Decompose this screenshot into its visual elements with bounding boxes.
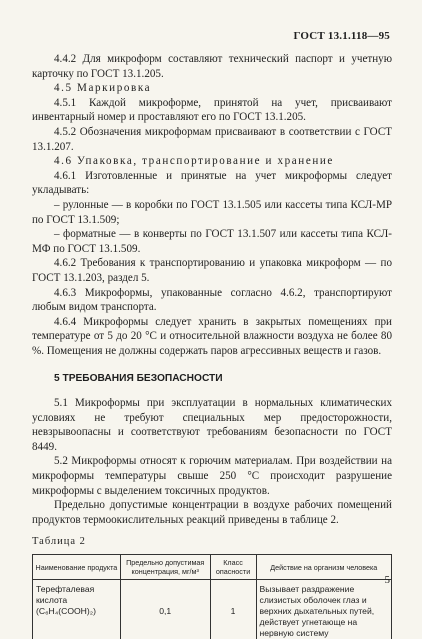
paragraph-mpc-intro: Предельно допустимые концентрации в воздухе рабочих помещений продуктов термоокислительных реакций приведены в таблице 2. (32, 498, 392, 527)
paragraph-4-6-1: 4.6.1 Изготовленные и принятые на учет микроформы следует укладывать: (32, 169, 392, 198)
page-number: 5 (385, 574, 391, 586)
paragraph-4-5-2: 4.5.2 Обозначения микроформам присваивают в соответствии с ГОСТ 13.1.207. (32, 125, 392, 154)
paragraph-4-6-3: 4.6.3 Микроформы, упакованные согласно 4.6.2, транспортируют любым видом транспорта. (32, 286, 392, 315)
list-item-rolled: – рулонные — в коробки по ГОСТ 13.1.505 или кассеты типа КСЛ-МР по ГОСТ 13.1.509; (32, 198, 392, 227)
cell-hazard-class: 1 (210, 580, 256, 639)
heading-4-5: 4.5 Маркировка (32, 81, 392, 96)
paragraph-4-5-1: 4.5.1 Каждой микроформе, принятой на учет, присваивают инвентарный номер и проставляют его по ГОСТ 13.1.205. (32, 96, 392, 125)
paragraph-4-6-2: 4.6.2 Требования к транспортированию и упаковка микроформ — по ГОСТ 13.1.203, раздел 5. (32, 256, 392, 285)
table-header-row (33, 555, 392, 580)
table-caption: Таблица 2 (32, 535, 392, 550)
header-product-name: Наименование продукта (33, 555, 121, 580)
table-2 (32, 554, 392, 639)
table-row (33, 580, 392, 639)
paragraph-4-6-4: 4.6.4 Микроформы следует хранить в закрытых помещениях при температуре от 5 до 20 °С и относительной влажности воздуха не более 80 %. Помещения не должны содержать паров агрессивных веществ и газов. (32, 315, 392, 359)
section-5-title: 5 ТРЕБОВАНИЯ БЕЗОПАСНОСТИ (32, 372, 392, 387)
paragraph-5-2: 5.2 Микроформы относят к горючим материалам. При воздействии на микроформы температуры свыше 250 °С происходит разрушение микроформы с выделением токсичных продуктов. (32, 454, 392, 498)
cell-effect: Вызывает раздражение слизистых оболочек глаз и верхних дыхательных путей, действует угнетающе на нервную систему (256, 580, 391, 639)
list-item-format: – форматные — в конверты по ГОСТ 13.1.507 или кассеты типа КСЛ-МФ по ГОСТ 13.1.509. (32, 227, 392, 256)
paragraph-4-4-2: 4.4.2 Для микроформ составляют технический паспорт и учетную карточку по ГОСТ 13.1.205. (32, 52, 392, 81)
cell-concentration: 0,1 (120, 580, 210, 639)
header-max-concentration: Предельно допустимая концентрация, мг/м³ (120, 555, 210, 580)
header-effect: Действие на организм человека (256, 555, 391, 580)
document-body (32, 52, 392, 639)
cell-product-name: Терефталевая кислота (C₆H₄(COOH)₂) (33, 580, 121, 639)
header-hazard-class: Класс опасности (210, 555, 256, 580)
document-code-header: ГОСТ 13.1.118—95 (293, 30, 390, 42)
paragraph-5-1: 5.1 Микроформы при эксплуатации в нормальных климатических условиях не требуют специальных мер предосторожности, невзрывоопасны и соответствуют требованиям безопасности по ГОСТ 8449. (32, 396, 392, 454)
heading-4-6: 4.6 Упаковка, транспортирование и хранение (32, 154, 392, 169)
